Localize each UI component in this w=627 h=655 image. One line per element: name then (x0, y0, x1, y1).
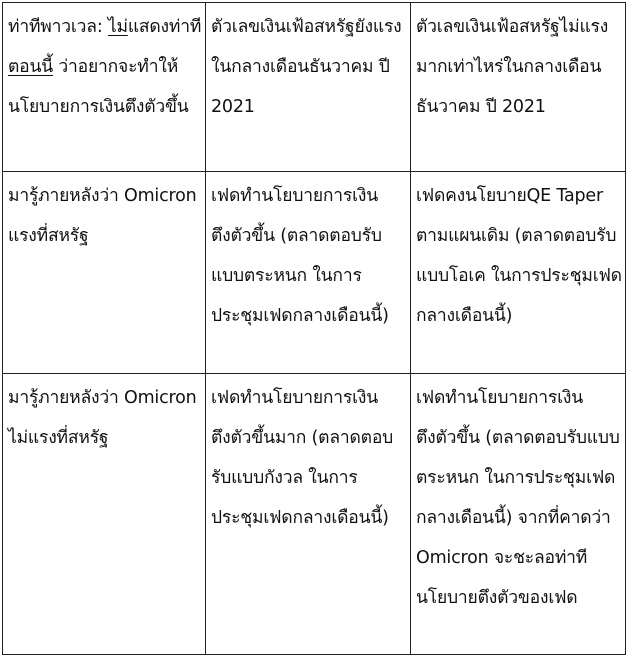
powell-stance-show: แสดงท่าที (127, 17, 202, 37)
powell-stance-suffix: ว่าอยากจะทำให้นโยบายการเงินตึงตัวขึ้น (8, 57, 189, 117)
table-row (3, 172, 626, 374)
row-outcome-inflation-low: เฟดทำนโยบายการเงินตึงตัวขึ้น (ตลาดตอบรับแบบตระหนก ในการประชุมเฟดกลางเดือนนี้) จากที่คาดว่า Omicron จะชะลอท่าทีนโยบายตึงตัวของเฟด (411, 374, 626, 655)
row-condition-cell: มารู้ภายหลังว่า Omicron แรงที่สหรัฐ (3, 172, 206, 374)
powell-stance-not: ไม่ (107, 17, 128, 37)
header-row (3, 3, 626, 172)
header-cell-inflation-low: ตัวเลขเงินเฟ้อสหรัฐไม่แรงมากเท่าไหร่ในกลางเดือนธันวาคม ปี 2021 (411, 3, 626, 172)
row-condition-cell: มารู้ภายหลังว่า Omicron ไม่แรงที่สหรัฐ (3, 374, 206, 655)
row-outcome-inflation-high: เฟดทำนโยบายการเงินตึงตัวขึ้นมาก (ตลาดตอบรับแบบกังวล ในการประชุมเฟดกลางเดือนนี้) (206, 374, 411, 655)
header-cell-powell-stance (3, 3, 206, 172)
table-row (3, 374, 626, 655)
powell-stance-now: ตอนนี้ (8, 57, 54, 77)
row-outcome-inflation-high: เฟดทำนโยบายการเงินตึงตัวขึ้น (ตลาดตอบรับแบบตระหนก ในการประชุมเฟดกลางเดือนนี้) (206, 172, 411, 374)
row-outcome-inflation-low: เฟดคงนโยบายQE Taper ตามแผนเดิม (ตลาดตอบรับแบบโอเค ในการประชุมเฟดกลางเดือนนี้) (411, 172, 626, 374)
powell-stance-prefix: ท่าทีพาวเวล: (8, 17, 108, 37)
header-cell-inflation-high: ตัวเลขเงินเฟ้อสหรัฐยังแรงในกลางเดือนธันวาคม ปี 2021 (206, 3, 411, 172)
scenario-matrix-table (2, 2, 626, 655)
